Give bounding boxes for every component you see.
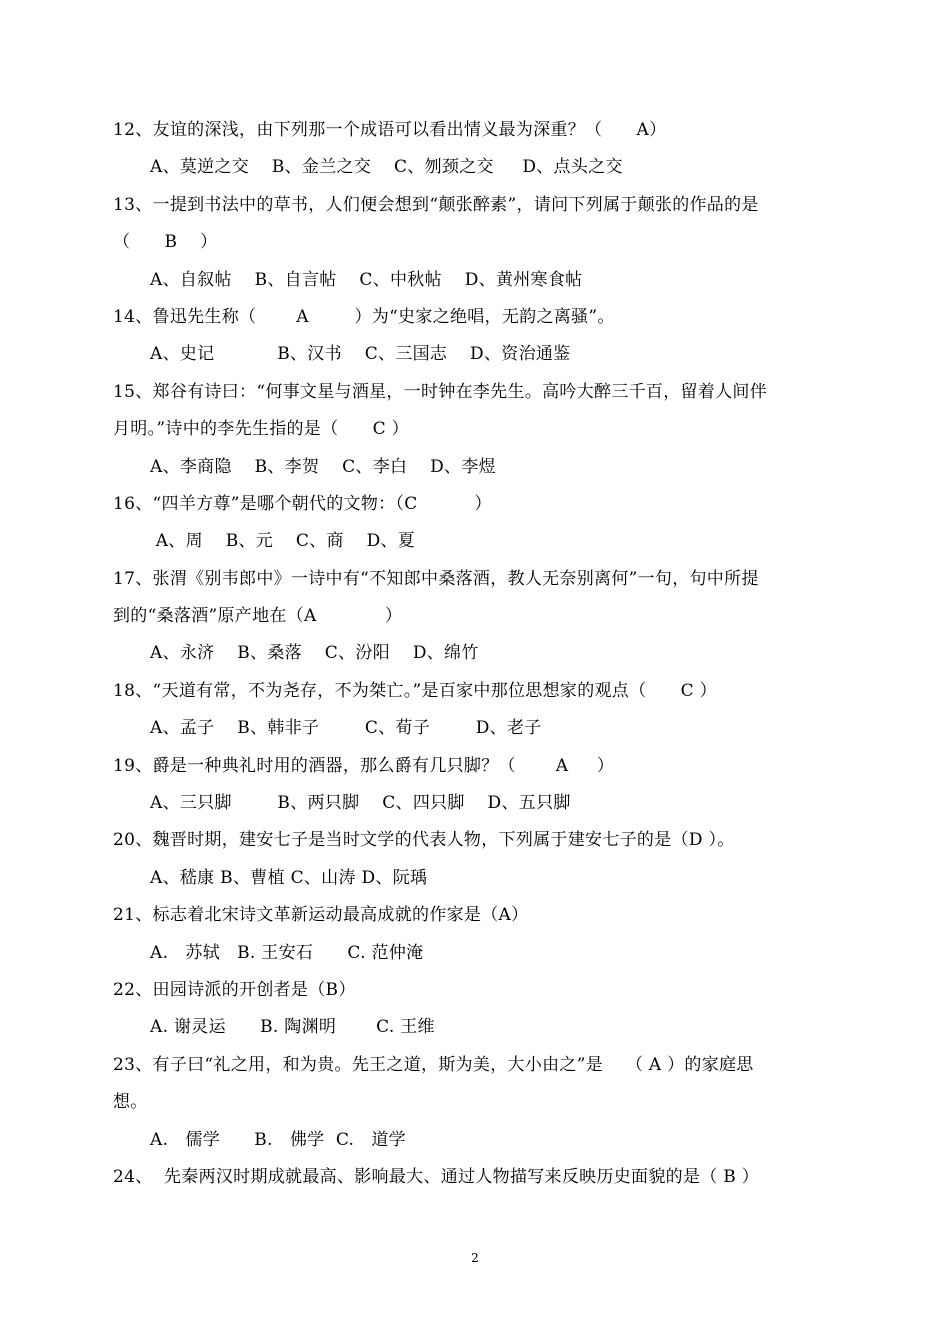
options-17: A、永济 B、桑落 C、汾阳 D、绵竹 — [150, 643, 479, 664]
question-24: 24、 先秦两汉时期成就最高、影响最大、通过人物描写来反映历史面貌的是（ B ） — [113, 1166, 760, 1187]
question-16: 16、“四羊方尊”是哪个朝代的文物：（C ） — [113, 493, 492, 514]
options-12: A、莫逆之交 B、金兰之交 C、刎颈之交 D、点头之交 — [150, 157, 623, 178]
question-21: 21、标志着北宋诗文革新运动最高成就的作家是（A） — [113, 905, 529, 926]
question-19: 19、爵是一种典礼时用的酒器，那么爵有几只脚？（ A ） — [113, 755, 615, 776]
question-13-continued: （ B ） — [113, 232, 218, 253]
options-21: A. 苏轼 B. 王安石 C. 范仲淹 — [150, 942, 424, 963]
question-12: 12、友谊的深浅，由下列那一个成语可以看出情义最为深重？（ A） — [113, 120, 667, 140]
question-20: 20、魏晋时期，建安七子是当时文学的代表人物，下列属于建安七子的是（D ）。 — [113, 830, 735, 851]
options-13: A、自叙帖 B、自言帖 C、中秋帖 D、黄州寒食帖 — [150, 269, 583, 290]
question-17-continued: 到的“桑落酒”原产地在（A ） — [113, 606, 403, 627]
question-15: 15、郑谷有诗曰：“何事文星与酒星，一时钟在李先生。高吟大醉三千百，留着人间伴 — [113, 381, 768, 402]
options-18: A、孟子 B、韩非子 C、荀子 D、老子 — [150, 718, 542, 739]
question-15-continued: 月明。”诗中的李先生指的是（ C ） — [113, 419, 409, 440]
question-23: 23、有子曰“礼之用，和为贵。先王之道，斯为美，大小由之”是 （ A ）的家庭思 — [113, 1054, 754, 1075]
question-13: 13、一提到书法中的草书，人们便会想到“颠张醉素”，请问下列属于颠张的作品的是 — [113, 194, 759, 215]
page-number: 2 — [471, 1251, 479, 1265]
question-18: 18、“天道有常，不为尧存，不为桀亡。”是百家中那位思想家的观点（ C ） — [113, 680, 717, 701]
options-20: A、嵇康 B、曹植 C、山涛 D、阮瑀 — [150, 867, 428, 888]
options-22: A. 谢灵运 B. 陶渊明 C. 王维 — [150, 1017, 435, 1038]
question-list — [113, 112, 841, 1196]
question-22: 22、田园诗派的开创者是（B） — [113, 979, 356, 1000]
options-23: A. 儒学 B. 佛学 C. 道学 — [150, 1129, 406, 1150]
options-19: A、三只脚 B、两只脚 C、四只脚 D、五只脚 — [150, 793, 571, 814]
options-15: A、李商隐 B、李贺 C、李白 D、李煜 — [150, 456, 496, 477]
question-17: 17、张渭《别韦郎中》一诗中有“不知郎中桑落酒，教人无奈别离何”一句，句中所提 — [113, 568, 759, 589]
question-14: 14、鲁迅先生称（ A ）为“史家之绝唱，无韵之离骚”。 — [113, 306, 615, 327]
options-16: A、周 B、元 C、商 D、夏 — [150, 531, 416, 552]
options-14: A、史记 B、汉书 C、三国志 D、资治通鉴 — [150, 344, 571, 365]
question-23-continued: 想。 — [113, 1092, 148, 1113]
